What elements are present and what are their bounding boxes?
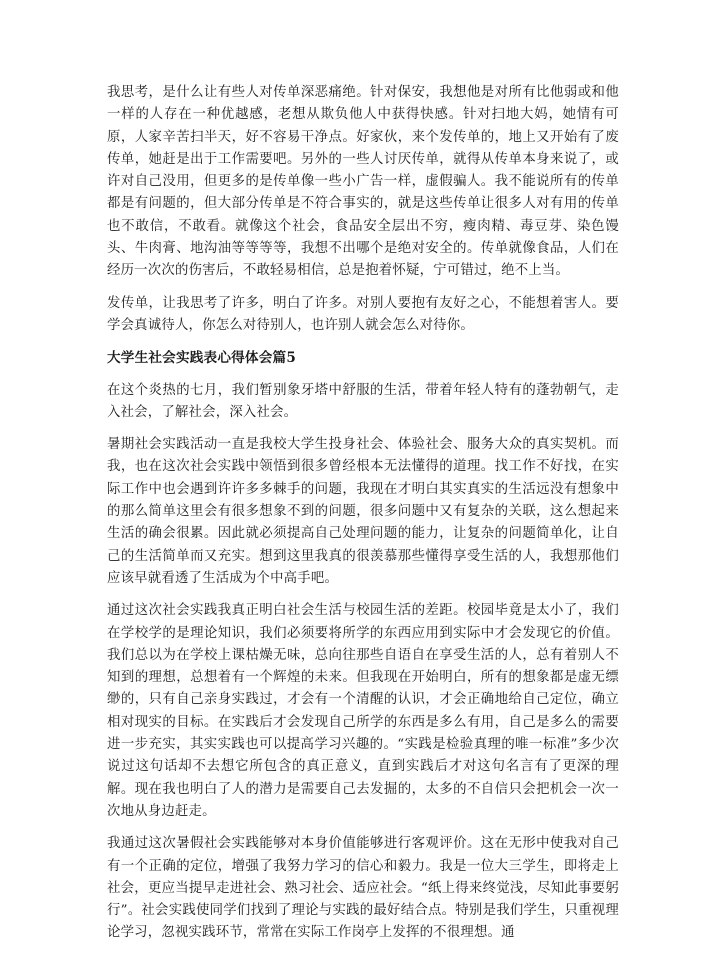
paragraph-summer-practice: 暑期社会实践活动一直是我校大学生投身社会、体验社会、服务大众的真实契机。而我，也在这次社会实践中领悟到很多曾经根本无法懂得的道理。找工作不好找，在实际工作中也会遇到许许多多棘手的问题，我现在才明白其实真实的生活远没有想象中的那么简单这里会有很多想象不到的问题，很多问题中又有复杂的关联，这么想起来生活的确会很累。因此就必须提高自己处理问题的能力，让复杂的问题简单化，让自己的生活简单而又充实。想到这里我真的很羡慕那些懂得享受生活的人，我想那他们应该早就看透了生活成为个中高手吧。 <box>107 437 619 586</box>
paragraph-campus-vs-society: 通过这次社会实践我真正明白社会生活与校园生活的差距。校园毕竟是太小了，我们在学校学的是理论知识，我们必须要将所学的东西应用到实际中才会发现它的价值。我们总以为在学校上课枯燥无味，总向往那些自语自在享受生活的人，总有着别人不知到的理想，总想着有一个辉煌的未来。但我现在开始明白，所有的想象都是虚无缥缈的，只有自己亲身实践过，才会有一个清醒的认识，才会正确地给自己定位，确立相对现实的目标。在实践后才会发现自己所学的东西是多么有用，自己是多么的需要进一步充实，其实实践也可以提高学习兴趣的。“实践是检验真理的唯一标准”多少次说过这句话却不去想它所包含的真正意义，直到实践后才对这句名言有了更深的理解。现在我也明白了人的潜力是需要自己去发掘的，太多的不自信只会把机会一次一次地从身边赶走。 <box>107 603 619 819</box>
section-heading: 大学生社会实践表心得体会篇5 <box>107 350 296 367</box>
paragraph-flyer-conclusion: 发传单，让我思考了许多，明白了许多。对别人要抱有友好之心，不能想着害人。要学会真诚待人，你怎么对待别人，也许别人就会怎么对待你。 <box>107 295 619 333</box>
paragraph-flyer-reflection: 我思考，是什么让有些人对传单深恶痛绝。针对保安，我想他是对所有比他弱或和他一样的人存在一种优越感，老想从欺负他人中获得快感。针对扫地大妈，她情有可原，人家辛苦扫半天，好不容易干净点。好家伙，来个发传单的，地上又开始有了废传单，她赶是出于工作需要吧。另外的一些人讨厌传单，就得从传单本身来说了，或许对自己没用，但更多的是传单像一些小广告一样，虚假骗人。我不能说所有的传单都是有问题的，但大部分传单是不符合事实的，就是这些传单让很多人对有用的传单也不敢信，不敢看。就像这个社会，食品安全层出不穷，瘦肉精、毒豆芽、染色馒头、牛肉膏、地沟油等等等等，我想不出哪个是绝对安全的。传单就像食品，人们在经历一次次的伤害后，不敢轻易相信，总是抱着怀疑，宁可错过，绝不上当。 <box>107 85 619 279</box>
document-page <box>107 82 619 955</box>
paragraph-intro: 在这个炎热的七月，我们暂别象牙塔中舒服的生活，带着年轻人特有的蓬勃朝气，走入社会，了解社会，深入社会。 <box>107 382 619 420</box>
paragraph-self-evaluation: 我通过这次暑假社会实践能够对本身价值能够进行客观评价。这在无形中使我对自己有一个正确的定位，增强了我努力学习的信心和毅力。我是一位大三学生，即将走上社会，更应当提早走进社会、熟习社会、适应社会。“纸上得来终觉浅，尽知此事要躬行”。社会实践使同学们找到了理论与实践的最好结合点。特别是我们学生，只重视理论学习，忽视实践环节，常常在实际工作岗亭上发挥的不很理想。通 <box>107 836 619 941</box>
